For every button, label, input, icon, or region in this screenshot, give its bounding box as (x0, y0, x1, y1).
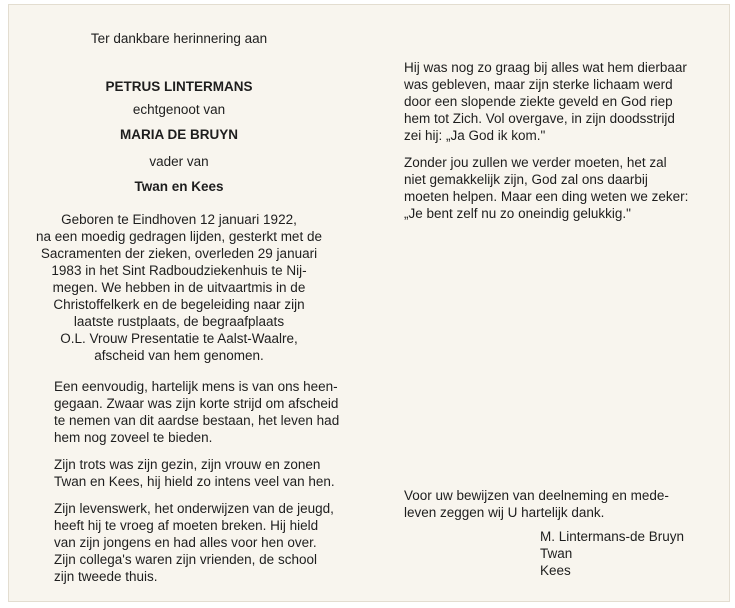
thanks-line: Voor uw bewijzen van deelneming en mede- (404, 488, 669, 503)
father-relation: vader van (149, 154, 209, 169)
paragraph-line: Een eenvoudig, hartelijk mens is van ons heen- (54, 379, 338, 394)
paragraph-line: door een slopende ziekte geveld en God riep (404, 94, 673, 109)
children-names: Twan en Kees (134, 179, 224, 194)
paragraph-line: heeft hij te vroeg af moeten breken. Hij hield (54, 518, 319, 533)
bio-line: megen. We hebben in de uitvaartmis in de (52, 280, 306, 295)
bio-line: Christoffelkerk en de begeleiding naar zijn (53, 297, 305, 312)
paragraph-line: Zijn trots was zijn gezin, zijn vrouw en zonen (54, 457, 321, 472)
paragraph-line: „Je bent zelf nu zo oneindig gelukkig." (404, 206, 631, 221)
paragraph-line: was gebleven, maar zijn sterke lichaam werd (404, 77, 673, 92)
thanks-line: leven zeggen wij U hartelijk dank. (404, 505, 605, 520)
paragraph-line: zijn tweede thuis. (54, 569, 158, 584)
signature-name: M. Lintermans-de Bruyn (540, 529, 685, 544)
bio-line: afscheid van hem genomen. (94, 348, 264, 363)
bio-line: O.L. Vrouw Presentatie te Aalst-Waalre, (60, 331, 298, 346)
bio-line: Geboren te Eindhoven 12 januari 1922, (61, 212, 297, 227)
spouse-relation: echtgenoot van (132, 102, 226, 117)
paragraph-line: niet gemakkelijk zijn, God zal ons daarbij (404, 172, 648, 187)
paragraph-line: zei hij: „Ja God ik kom." (404, 128, 546, 143)
paragraph-line: van zijn jongens en had alles voor hen over. (54, 535, 317, 550)
signature-name: Twan (540, 546, 573, 561)
bio-line: Sacramenten der zieken, overleden 29 januari (40, 246, 318, 261)
bio-line: 1983 in het Sint Radboudziekenhuis te Nij- (51, 263, 307, 278)
paragraph-line: Zonder jou zullen we verder moeten, het zal (404, 155, 667, 170)
signature-name: Kees (540, 563, 571, 578)
paragraph-line: te nemen van dit aardse bestaan, het leven had (54, 413, 340, 428)
paragraph-line: moeten helpen. Maar een ding weten we zeker: (404, 189, 689, 204)
paragraph-line: Zijn levenswerk, het onderwijzen van de jeugd, (54, 501, 334, 516)
paragraph-line: hem tot Zich. Vol overgave, in zijn doodsstrijd (404, 111, 675, 126)
bio-line: na een moedig gedragen lijden, gesterkt met de (36, 229, 322, 244)
paragraph-line: hem nog zoveel te bieden. (54, 430, 213, 445)
paragraph-line: gegaan. Zwaar was zijn korte strijd om afscheid (54, 396, 339, 411)
paragraph-line: Hij was nog zo graag bij alles wat hem dierbaar (404, 60, 687, 75)
intro-line: Ter dankbare herinnering aan (90, 31, 268, 46)
spouse-name: MARIA DE BRUYN (120, 127, 238, 142)
paragraph-line: Twan en Kees, hij hield zo intens veel van hen. (54, 474, 335, 489)
paragraph-line: Zijn collega's waren zijn vrienden, de school (54, 552, 317, 567)
bio-line: laatste rustplaats, de begraafplaats (73, 314, 285, 329)
deceased-name: PETRUS LINTERMANS (105, 79, 253, 94)
